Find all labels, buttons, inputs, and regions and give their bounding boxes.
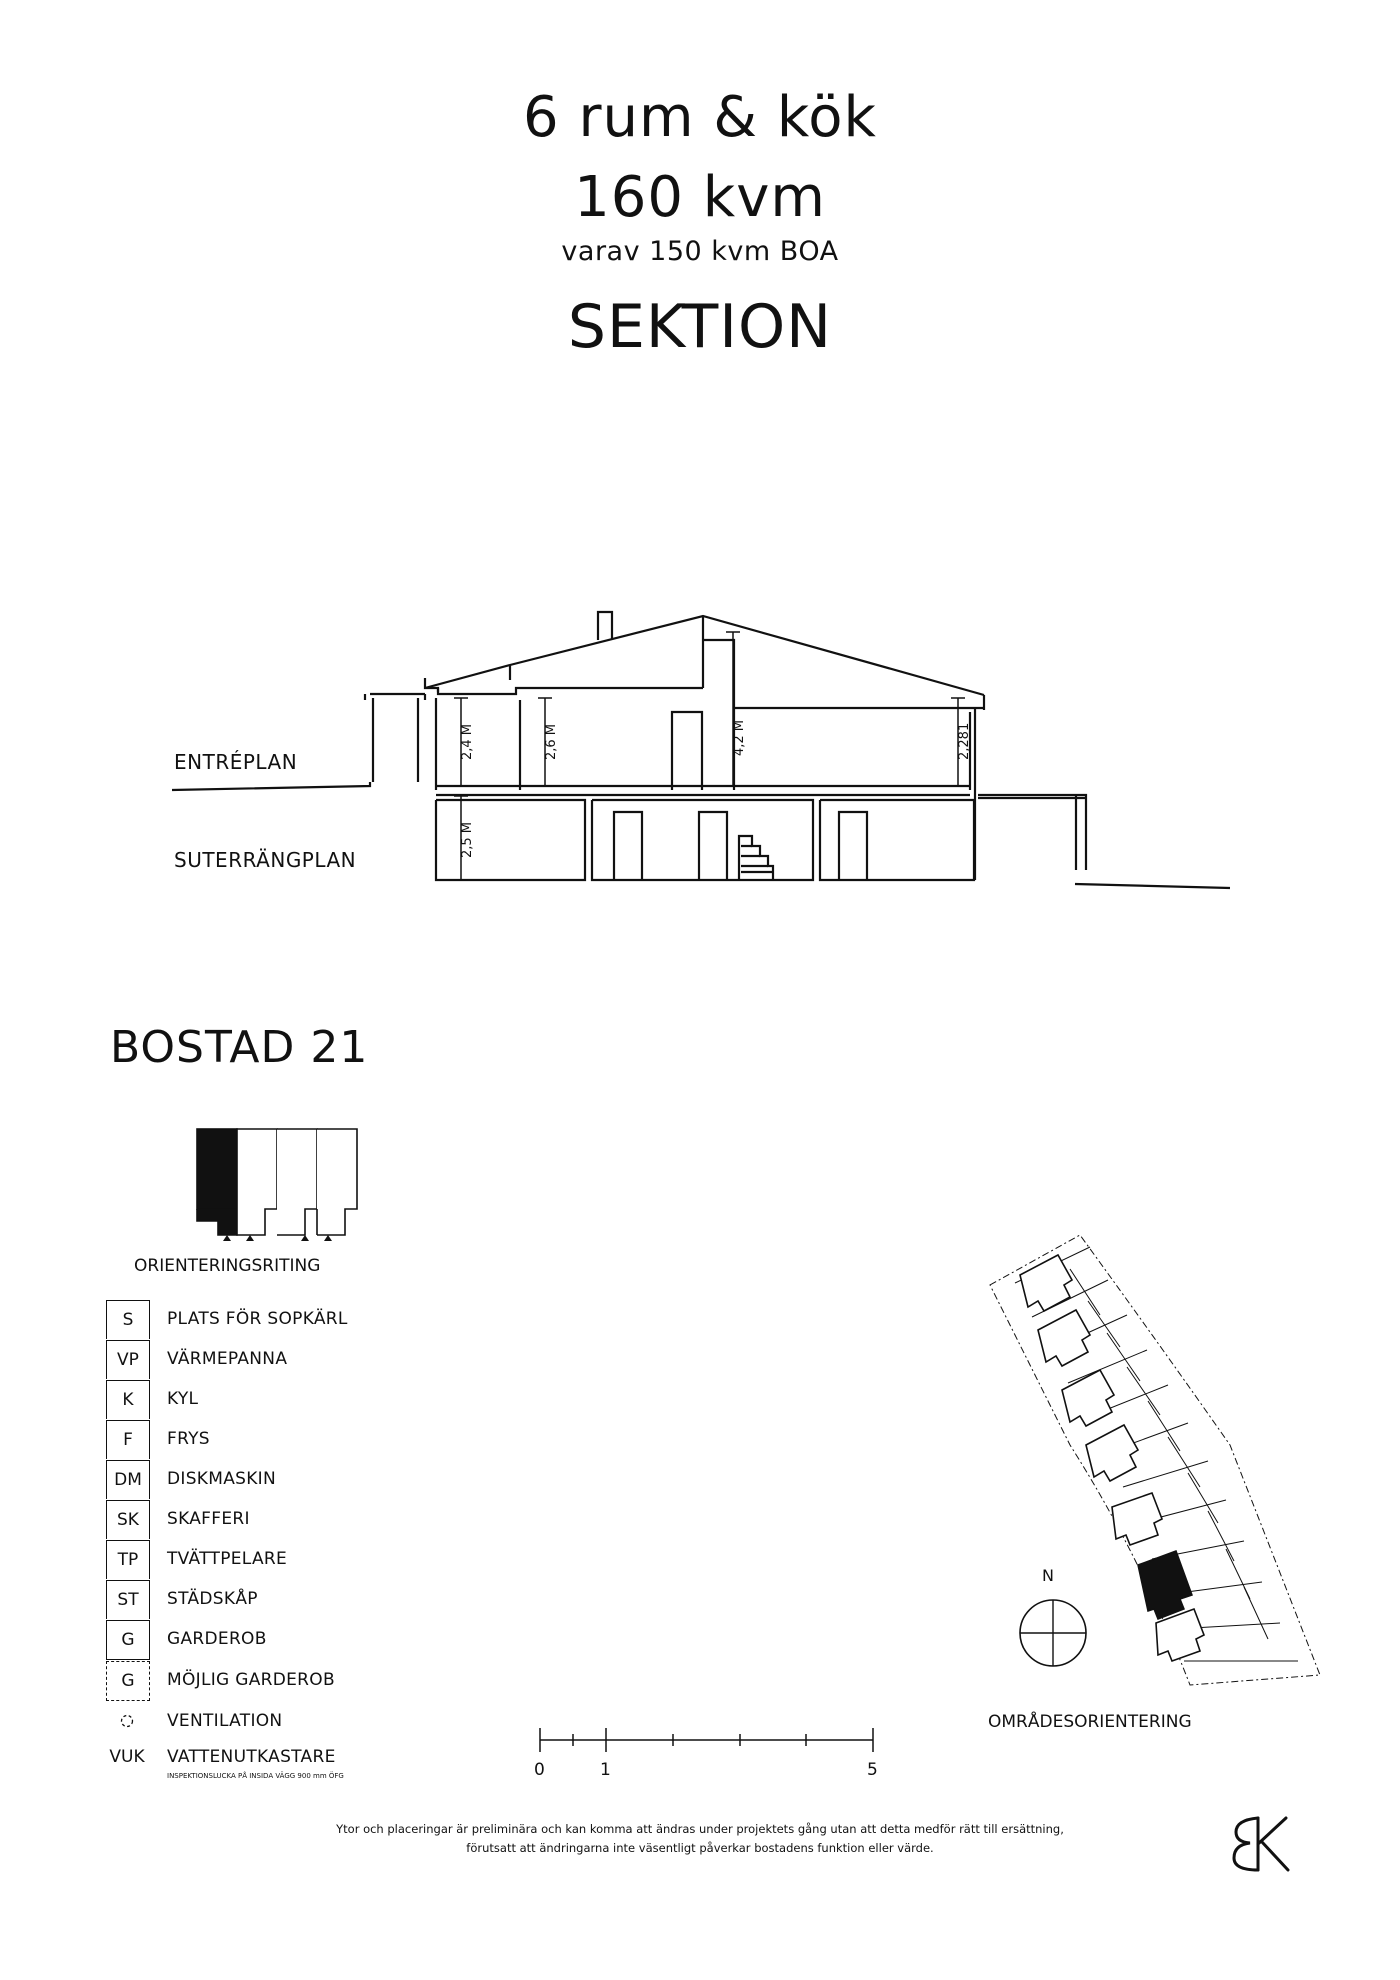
title-area: 160 kvm bbox=[574, 165, 826, 230]
disclaimer-line-1: Ytor och placeringar är preliminära och kan komma att ändras under projektets gång utan att detta medför rätt till ersättning, bbox=[336, 1822, 1064, 1836]
legend-item bbox=[106, 1380, 426, 1420]
legend-item bbox=[106, 1300, 426, 1340]
legend-item bbox=[106, 1702, 426, 1742]
scale-label-0: 0 bbox=[534, 1760, 545, 1780]
legend-text: FRYS bbox=[167, 1429, 210, 1449]
legend-text: MÖJLIG GARDEROB bbox=[167, 1670, 335, 1690]
legend-item bbox=[106, 1540, 426, 1580]
legend-code: S bbox=[106, 1300, 150, 1339]
legend-text: DISKMASKIN bbox=[167, 1469, 277, 1489]
legend-item bbox=[106, 1742, 426, 1782]
scale-label-5: 5 bbox=[867, 1760, 878, 1780]
legend-code: SK bbox=[106, 1500, 150, 1539]
legend-note: INSPEKTIONSLUCKA PÅ INSIDA VÄGG 900 mm ÖFG bbox=[167, 1772, 344, 1780]
title-rooms: 6 rum & kök bbox=[523, 85, 877, 150]
legend-item bbox=[106, 1661, 426, 1701]
legend-item bbox=[106, 1500, 426, 1540]
disclaimer-line-2: förutsatt att ändringarna inte väsentligt påverkar bostadens funktion eller värde. bbox=[466, 1841, 934, 1855]
legend-text: GARDEROB bbox=[167, 1629, 267, 1649]
legend-text: PLATS FÖR SOPKÄRL bbox=[167, 1309, 348, 1329]
legend-code: VP bbox=[106, 1340, 150, 1379]
label-suterrangplan: SUTERRÄNGPLAN bbox=[174, 848, 357, 872]
brand-logo bbox=[1228, 1812, 1298, 1876]
dim-2-4: 2,4 M bbox=[460, 723, 475, 760]
section-heading: SEKTION bbox=[567, 292, 833, 362]
subtitle-boa: varav 150 kvm BOA bbox=[561, 236, 839, 267]
area-orientation-label: OMRÅDESORIENTERING bbox=[988, 1712, 1192, 1732]
legend-text: KYL bbox=[167, 1389, 199, 1409]
disclaimer bbox=[0, 1820, 1400, 1858]
legend-code: VUK bbox=[109, 1747, 145, 1767]
legend-text: VENTILATION bbox=[167, 1711, 283, 1731]
legend-code: ST bbox=[106, 1580, 150, 1619]
legend-text: VATTENUTKASTARE bbox=[167, 1747, 336, 1767]
legend-text: SKAFFERI bbox=[167, 1509, 250, 1529]
scale-label-1: 1 bbox=[600, 1760, 611, 1780]
legend-code: G bbox=[106, 1620, 150, 1660]
label-entreplan: ENTRÉPLAN bbox=[174, 750, 298, 774]
legend-item bbox=[106, 1460, 426, 1500]
north-label: N bbox=[1042, 1566, 1054, 1585]
section-drawing bbox=[0, 0, 1400, 960]
orientation-label: ORIENTERINGSRITING bbox=[134, 1256, 321, 1276]
legend-item bbox=[106, 1420, 426, 1460]
dim-2-281: 2,281 bbox=[957, 722, 972, 760]
dim-2-5: 2,5 M bbox=[460, 821, 475, 858]
scale-bar bbox=[520, 1718, 880, 1758]
legend-code: TP bbox=[106, 1540, 150, 1579]
legend-item bbox=[106, 1340, 426, 1380]
legend-code: K bbox=[106, 1380, 150, 1419]
orientation-plan bbox=[190, 1125, 370, 1245]
legend-item bbox=[106, 1620, 426, 1660]
legend-code: DM bbox=[106, 1460, 150, 1499]
legend-item bbox=[106, 1580, 426, 1620]
legend-code: F bbox=[106, 1420, 150, 1459]
north-arrow-icon bbox=[1010, 1590, 1096, 1676]
dim-2-6: 2,6 M bbox=[544, 723, 559, 760]
legend-code: G bbox=[106, 1661, 150, 1701]
legend-text: TVÄTTPELARE bbox=[167, 1549, 288, 1569]
legend-text: STÄDSKÅP bbox=[167, 1589, 258, 1609]
unit-heading: BOSTAD 21 bbox=[110, 1022, 369, 1073]
legend-text: VÄRMEPANNA bbox=[167, 1349, 288, 1369]
legend-code bbox=[106, 1702, 148, 1740]
ventilation-icon bbox=[106, 1702, 148, 1740]
dim-4-2: 4,2 M bbox=[732, 719, 747, 756]
